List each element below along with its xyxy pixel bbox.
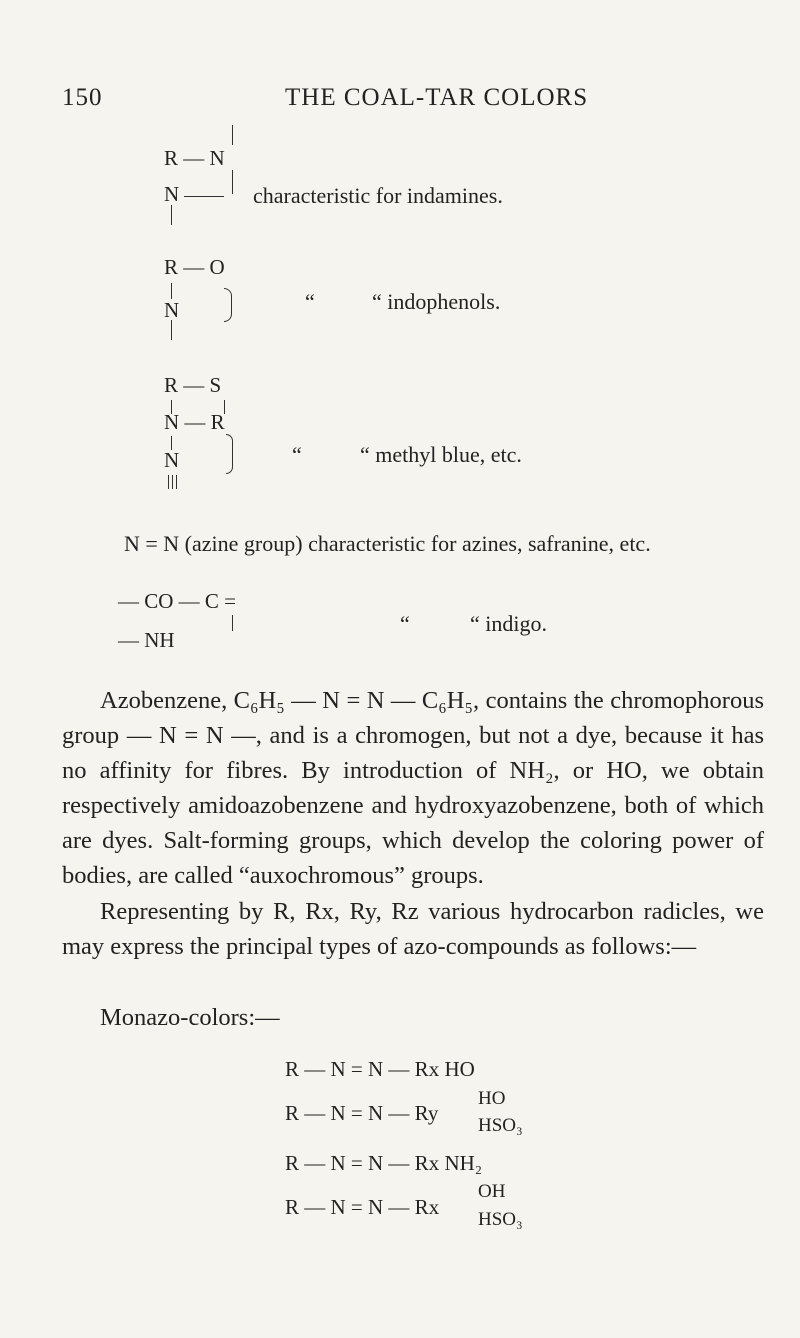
methyl-blue-mid: N — R [164, 410, 225, 434]
indophenols-bottom: N [164, 298, 180, 322]
paragraph-monazo-heading: Monazo-colors:— [100, 1004, 280, 1031]
indigo-bond [232, 615, 233, 631]
indamines-top: R — N [164, 146, 225, 170]
indophenols-label: “ indophenols. [372, 289, 501, 314]
indophenols-ditto: “ [305, 289, 315, 314]
indigo-ditto: “ [400, 611, 410, 636]
monazo-line-2-top: HO [478, 1088, 506, 1109]
indamines-bond-down [171, 205, 172, 225]
monazo-line-3: R — N = N — Rx NH₂ [285, 1151, 483, 1175]
methyl-blue-label: “ methyl blue, etc. [360, 442, 522, 467]
paragraph-azobenzene: Azobenzene, C₆H₅ — N = N — C₆H₅, contains the chromophorous group — N = N —, and is a chromogen, but not a dye, because it has no affinity for fibres. By introduction of NH₂, or HO, we obtain respectively amidoazobenzene and hydroxyazobenzene, both of which are dyes. Salt-forming groups, which develop the coloring power of bodies, are called “auxochromous” groups. [62, 687, 764, 889]
monazo-line-2-bottom: HSO₃ [478, 1115, 523, 1136]
indamines-bond [232, 125, 233, 145]
indigo-top: — CO — C = [118, 589, 237, 613]
methyl-blue-bracket [226, 434, 233, 474]
indophenols-bond-down [171, 320, 172, 340]
methyl-blue-top: R — S [164, 373, 222, 397]
indigo-bottom: — NH [118, 628, 175, 652]
indophenols-bond [171, 283, 172, 299]
methyl-blue-triple-3 [176, 475, 177, 489]
monazo-line-4-bottom: HSO₃ [478, 1209, 523, 1230]
methyl-blue-triple-1 [168, 475, 169, 489]
indophenols-bracket [224, 288, 232, 322]
page-number: 150 [62, 84, 103, 111]
indamines-ring-right [232, 170, 233, 194]
methyl-blue-bottom: N [164, 448, 180, 472]
methyl-blue-ditto: “ [292, 442, 302, 467]
monazo-line-4: R — N = N — Rx [285, 1195, 440, 1219]
indamines-ring-line [184, 196, 224, 197]
indophenols-top: R — O [164, 255, 225, 279]
monazo-line-2: R — N = N — Ry [285, 1101, 439, 1125]
methyl-blue-triple-2 [172, 475, 173, 489]
running-title: THE COAL-TAR COLORS [285, 84, 589, 111]
monazo-line-4-top: OH [478, 1181, 506, 1202]
monazo-line-1: R — N = N — Rx HO [285, 1057, 475, 1081]
indigo-label: “ indigo. [470, 611, 547, 636]
indamines-bottom: N [164, 182, 180, 206]
indamines-label: characteristic for indamines. [253, 183, 503, 208]
paragraph-representing: Representing by R, Rx, Ry, Rz various hydrocarbon radicles, we may express the principal types of azo-compounds as follows:— [62, 898, 764, 960]
azine-line: N = N (azine group) characteristic for azines, safranine, etc. [124, 531, 651, 556]
